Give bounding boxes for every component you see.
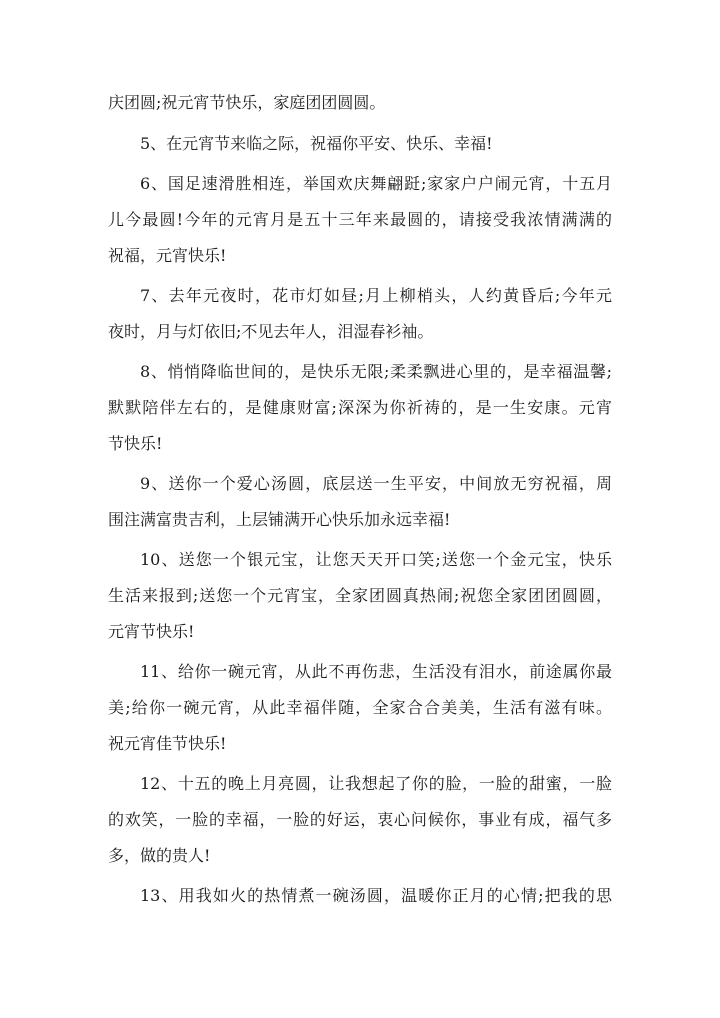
text-line: 儿今最圆!今年的元宵月是五十三年来最圆的，请接受我浓情满满的 [108, 210, 612, 229]
text-line: 6、国足速滑胜相连，举国欢庆舞翩跹;家家户户闹元宵，十五月 [140, 174, 612, 193]
text-line: 13、用我如火的热情煮一碗汤圆，温暖你正月的心情;把我的思 [140, 886, 612, 905]
text-line: 7、去年元夜时，花市灯如昼;月上柳梢头，人约黄昏后;今年元 [140, 286, 612, 305]
text-line: 10、送您一个银元宝，让您天天开口笑;送您一个金元宝，快乐 [140, 550, 612, 569]
text-line: 祝元宵佳节快乐! [108, 734, 227, 753]
text-line: 11、给你一碗元宵，从此不再伤悲，生活没有泪水，前途属你最 [140, 662, 612, 681]
text-line: 庆团圆;祝元宵节快乐，家庭团团圆圆。 [108, 93, 386, 112]
text-line: 多，做的贵人! [108, 846, 211, 865]
text-line: 默默陪伴左右的，是健康财富;深深为你祈祷的，是一生安康。元宵 [108, 398, 612, 417]
text-line: 元宵节快乐! [108, 622, 195, 641]
text-line: 节快乐! [108, 434, 163, 453]
text-line: 5、在元宵节来临之际，祝福你平安、快乐、幸福! [140, 134, 493, 153]
text-line: 生活来报到;送您一个元宵宝，全家团圆真热闹;祝您全家团团圆圆， [108, 586, 612, 605]
text-line: 夜时，月与灯依旧;不见去年人，泪湿春衫袖。 [108, 322, 434, 341]
text-line: 围注满富贵吉利，上层铺满开心快乐加永远幸福! [108, 510, 451, 529]
text-line: 祝福，元宵快乐! [108, 246, 227, 265]
text-line: 的欢笑，一脸的幸福，一脸的好运，衷心问候你，事业有成，福气多 [108, 810, 612, 829]
text-line: 12、十五的晚上月亮圆，让我想起了你的脸，一脸的甜蜜，一脸 [140, 774, 612, 793]
text-line: 美;给你一碗元宵，从此幸福伴随，全家合合美美，生活有滋有味。 [108, 698, 612, 717]
text-line: 8、悄悄降临世间的，是快乐无限;柔柔飘进心里的，是幸福温馨; [140, 362, 612, 381]
text-line: 9、送你一个爱心汤圆，底层送一生平安，中间放无穷祝福，周 [140, 474, 612, 493]
